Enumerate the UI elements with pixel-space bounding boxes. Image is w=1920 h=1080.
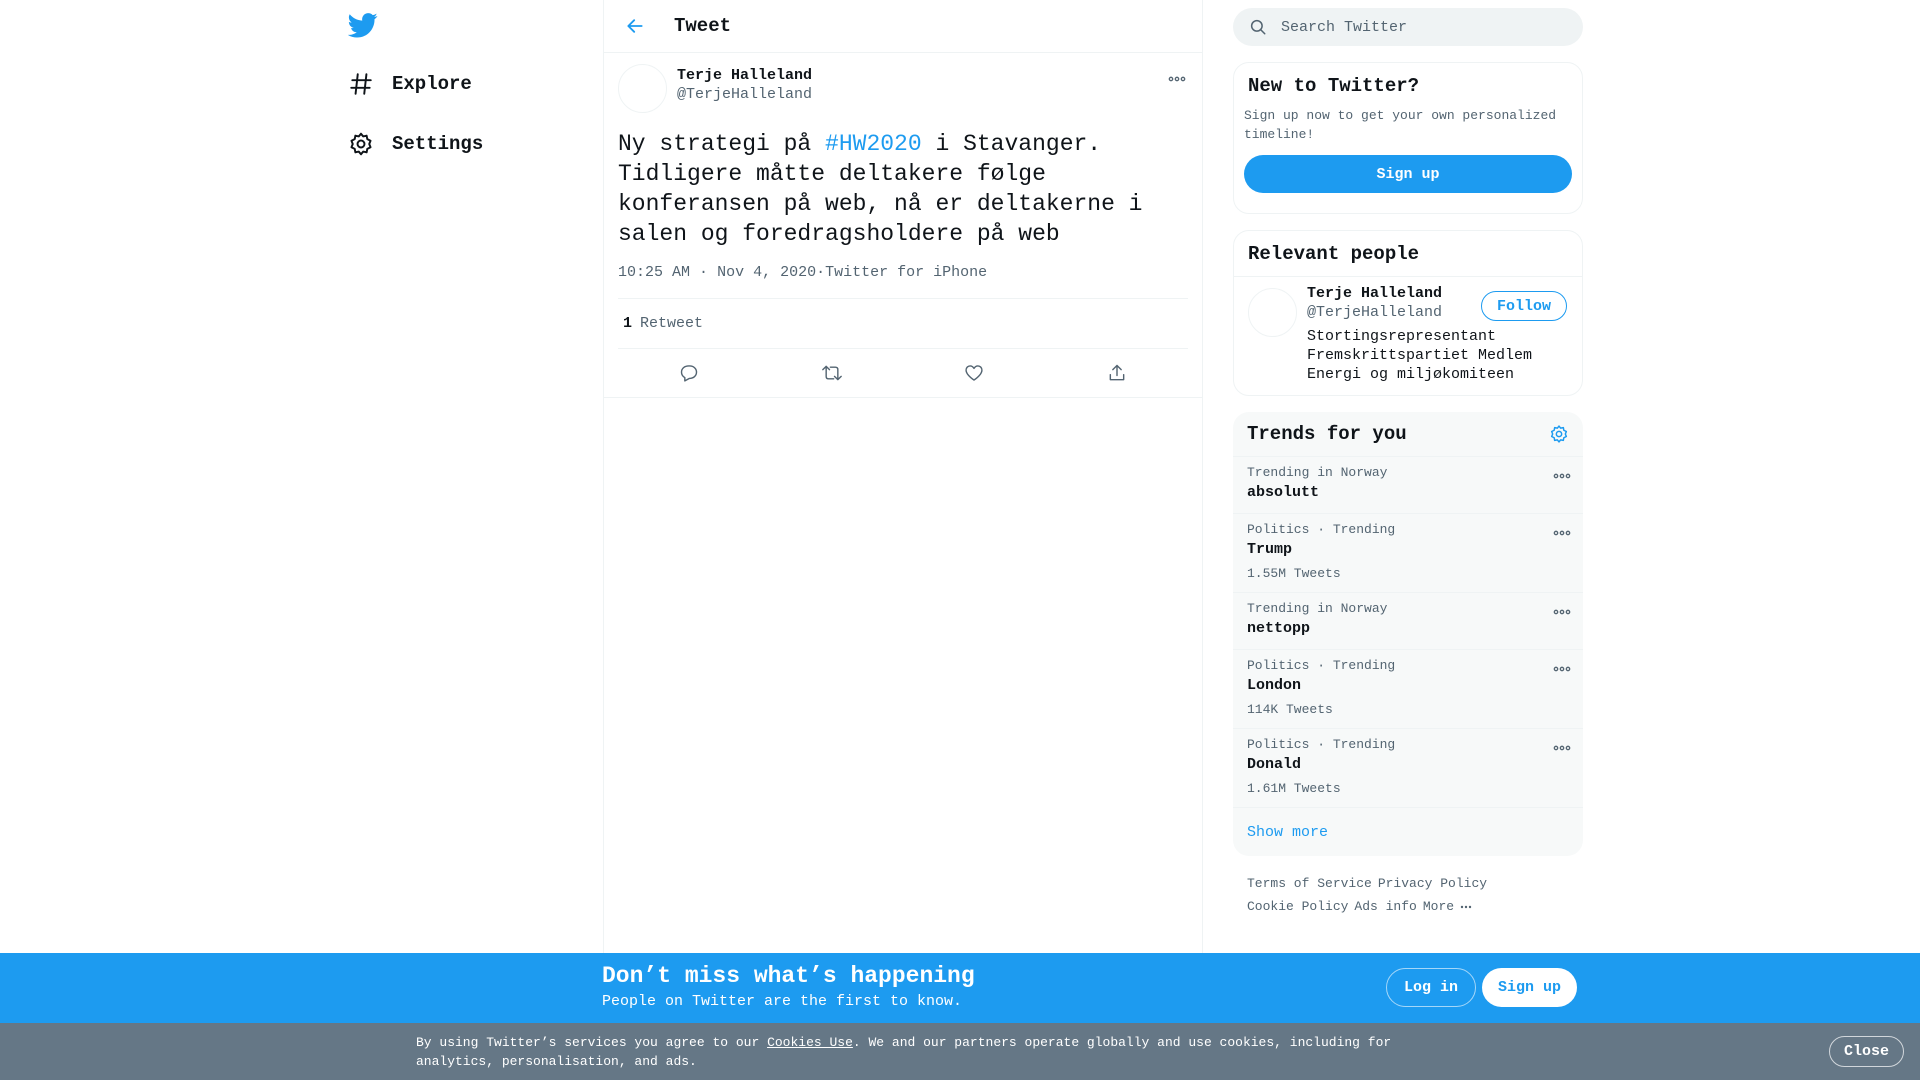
person-bio: Stortingsrepresentant Fremskrittspartiet Medlem Energi og miljøkomiteen: [1307, 328, 1533, 383]
sign-up-button[interactable]: Sign up: [1244, 155, 1572, 193]
retweet-label: Retweet: [640, 315, 704, 332]
trend-item[interactable]: [1233, 514, 1583, 593]
relevant-people-title: Relevant people: [1248, 242, 1420, 265]
trend-name: absolutt: [1247, 484, 1320, 501]
person-name[interactable]: Terje Halleland: [1307, 285, 1443, 302]
trend-item[interactable]: [1233, 650, 1583, 729]
search-input[interactable]: [1281, 19, 1561, 36]
reply-icon[interactable]: [672, 356, 706, 390]
tweet-text-before: Ny strategi på: [618, 131, 826, 157]
cookies-use-link[interactable]: Cookies Use: [767, 1035, 853, 1050]
gear-icon: [348, 131, 374, 157]
trend-context: Politics · Trending: [1247, 737, 1396, 752]
tweet-actions: [618, 349, 1188, 397]
cookie-policy-link[interactable]: Cookie Policy: [1247, 899, 1349, 914]
log-in-button[interactable]: Log in: [1386, 968, 1476, 1007]
page-title: Tweet: [674, 15, 732, 37]
cookie-text-after: . We and our partners operate globally and use cookies, including for analytics, personalisation, and ads.: [416, 1035, 1392, 1069]
trend-context: Politics · Trending: [1247, 522, 1396, 537]
retweet-stats[interactable]: [618, 298, 1188, 349]
trends-card: [1233, 412, 1583, 856]
hashtag-icon: [348, 71, 374, 97]
banner-title: Don’t miss what’s happening: [602, 963, 975, 989]
search-icon: [1249, 18, 1267, 36]
trend-count: 114K Tweets: [1247, 702, 1333, 717]
trend-count: 1.55M Tweets: [1247, 566, 1341, 581]
trend-item[interactable]: [1233, 729, 1583, 808]
trend-context: Politics · Trending: [1247, 658, 1396, 673]
retweet-icon[interactable]: [815, 356, 849, 390]
author-name[interactable]: Terje Halleland: [677, 67, 813, 84]
more-options-icon[interactable]: [1551, 737, 1573, 759]
new-to-twitter-card: [1233, 62, 1583, 214]
more-options-icon[interactable]: [1551, 658, 1573, 680]
relevant-people-card: [1233, 230, 1583, 396]
meta-separator: ·: [699, 264, 709, 281]
tweet-source[interactable]: Twitter for iPhone: [825, 264, 988, 281]
more-options-icon[interactable]: [1551, 465, 1573, 487]
divider: [604, 397, 1202, 398]
trend-name: Trump: [1247, 541, 1293, 558]
tweet: [604, 64, 1202, 398]
new-to-twitter-subtitle: Sign up now to get your own personalized timeline!: [1244, 108, 1557, 142]
trend-count: 1.61M Tweets: [1247, 781, 1341, 796]
share-icon[interactable]: [1100, 356, 1134, 390]
tweet-text: [618, 129, 1178, 249]
new-to-twitter-title: New to Twitter?: [1248, 75, 1420, 97]
person-handle[interactable]: @TerjeHalleland: [1307, 304, 1443, 321]
cookie-banner: [0, 1023, 1920, 1080]
nav-label-settings: Settings: [392, 133, 484, 155]
trend-item[interactable]: [1233, 457, 1583, 514]
trend-name: Donald: [1247, 756, 1302, 773]
trend-item[interactable]: [1233, 593, 1583, 650]
tweet-date[interactable]: Nov 4, 2020: [717, 264, 817, 281]
cookie-text-before: By using Twitter’s services you agree to our: [416, 1035, 768, 1050]
trend-context: Trending in Norway: [1247, 465, 1388, 480]
trend-name: London: [1247, 677, 1302, 694]
back-button[interactable]: [618, 9, 652, 43]
more-options-icon[interactable]: [1551, 601, 1573, 623]
right-sidebar: [1233, 0, 1583, 918]
tweet-author: [618, 64, 1188, 114]
banner-sign-up-button[interactable]: Sign up: [1482, 968, 1577, 1007]
footer-links: [1233, 856, 1583, 918]
banner-subtitle: People on Twitter are the first to know.: [602, 993, 963, 1010]
footer-more-link[interactable]: [1423, 895, 1472, 918]
avatar[interactable]: [618, 64, 667, 113]
main-column: [603, 0, 1203, 953]
terms-link[interactable]: Terms of Service: [1247, 876, 1372, 891]
avatar[interactable]: [1248, 288, 1297, 337]
tweet-time[interactable]: 10:25 AM: [618, 264, 691, 281]
nav-item-settings[interactable]: [348, 124, 483, 164]
trend-name: nettopp: [1247, 620, 1311, 637]
show-more-link[interactable]: Show more: [1247, 823, 1329, 841]
tweet-meta: [618, 264, 1188, 284]
left-navigation: [336, 0, 604, 953]
hashtag-link[interactable]: #HW2020: [825, 131, 922, 157]
ads-info-link[interactable]: Ads info: [1354, 899, 1417, 914]
trends-title: Trends for you: [1247, 423, 1407, 445]
footer-more-label: More: [1422, 899, 1455, 914]
nav-label-explore: Explore: [392, 73, 472, 95]
like-icon[interactable]: [957, 356, 991, 390]
twitter-bird-icon[interactable]: [348, 10, 380, 42]
tweet-text-after: i Stavanger. Tidligere måtte deltakere følge konferansen på web, nå er deltakerne i salen og foredragsholdere på web: [618, 131, 1143, 247]
meta-separator: ·: [816, 264, 826, 281]
author-handle[interactable]: @TerjeHalleland: [677, 86, 813, 103]
nav-item-explore[interactable]: [348, 64, 472, 104]
more-options-icon[interactable]: [1166, 68, 1188, 90]
cookie-text: [416, 1033, 1416, 1071]
more-options-icon[interactable]: [1551, 522, 1573, 544]
trends-settings-gear-icon[interactable]: [1549, 424, 1569, 444]
page-header: [604, 0, 1202, 53]
follow-button[interactable]: Follow: [1481, 291, 1567, 321]
search-bar[interactable]: [1233, 8, 1583, 46]
signup-banner: [0, 953, 1920, 1023]
retweet-count: 1: [623, 315, 633, 332]
person-item[interactable]: [1234, 277, 1582, 392]
arrow-left-icon: [625, 16, 645, 36]
more-dots-icon: [1460, 905, 1472, 909]
trend-context: Trending in Norway: [1247, 601, 1388, 616]
cookie-close-button[interactable]: Close: [1829, 1036, 1904, 1067]
privacy-link[interactable]: Privacy Policy: [1377, 876, 1488, 891]
